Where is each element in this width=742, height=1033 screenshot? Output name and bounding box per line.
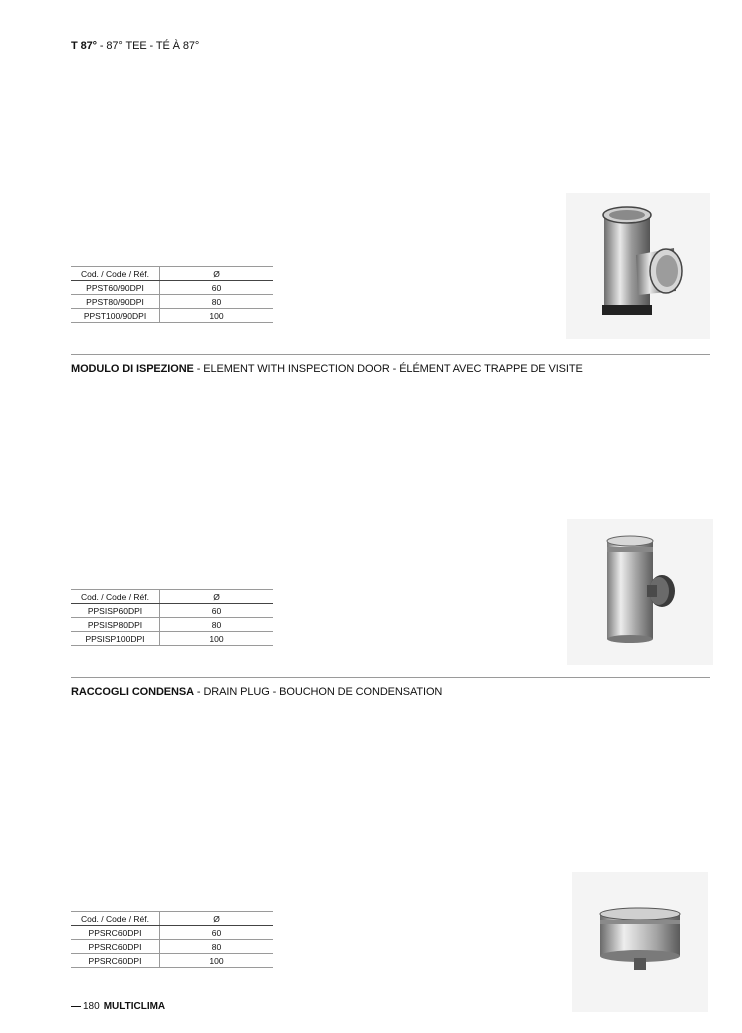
table-row <box>71 954 273 968</box>
page-footer <box>71 1001 165 1012</box>
table-cell-diameter: 100 <box>160 632 274 646</box>
table-cell-diameter: 100 <box>160 954 274 968</box>
section-title-rest: - 87° TEE - TÉ À 87° <box>96 40 200 52</box>
table-cell-code: PPSISP100DPI <box>71 632 160 646</box>
table-header-diameter: Ø <box>160 267 274 281</box>
table-row <box>71 604 273 618</box>
inspection-element-image <box>567 519 713 665</box>
table-row <box>71 632 273 646</box>
table-row <box>71 281 273 295</box>
page-number: 180 <box>83 1001 100 1012</box>
table-header-code: Cod. / Code / Réf. <box>71 267 160 281</box>
table-row <box>71 618 273 632</box>
table-cell-code: PPST100/90DPI <box>71 309 160 323</box>
table-cell-code: PPSRC60DPI <box>71 954 160 968</box>
table-cell-code: PPSRC60DPI <box>71 940 160 954</box>
table-cell-diameter: 100 <box>160 309 274 323</box>
section-title-bold: MODULO DI ISPEZIONE <box>71 363 194 375</box>
table-cell-diameter: 60 <box>160 281 274 295</box>
table-row <box>71 309 273 323</box>
table-header-diameter: Ø <box>160 590 274 604</box>
section-title-rest: - DRAIN PLUG - BOUCHON DE CONDENSATION <box>193 686 443 698</box>
table-header-row <box>71 912 273 926</box>
table-cell-diameter: 80 <box>160 295 274 309</box>
table-row <box>71 926 273 940</box>
table-row <box>71 295 273 309</box>
table-cell-code: PPST60/90DPI <box>71 281 160 295</box>
section-divider <box>71 677 710 678</box>
code-table-tee <box>71 266 273 323</box>
section-title-drain-plug <box>71 686 442 698</box>
footer-brand: MULTICLIMA <box>103 1001 166 1012</box>
table-cell-diameter: 80 <box>160 618 274 632</box>
table-cell-code: PPSRC60DPI <box>71 926 160 940</box>
table-cell-code: PPSISP80DPI <box>71 618 160 632</box>
table-header-diameter: Ø <box>160 912 274 926</box>
section-title-inspection <box>71 363 583 375</box>
drain-plug-image <box>572 872 708 1012</box>
section-divider <box>71 354 710 355</box>
table-header-row <box>71 590 273 604</box>
footer-dash <box>71 1006 81 1007</box>
table-cell-code: PPST80/90DPI <box>71 295 160 309</box>
table-header-code: Cod. / Code / Réf. <box>71 590 160 604</box>
table-cell-code: PPSISP60DPI <box>71 604 160 618</box>
table-header-code: Cod. / Code / Réf. <box>71 912 160 926</box>
code-table-drain-plug <box>71 911 273 968</box>
tee-87-pipe-image <box>566 193 710 339</box>
table-header-row <box>71 267 273 281</box>
section-title-bold: T 87° <box>71 40 97 52</box>
code-table-inspection <box>71 589 273 646</box>
table-row <box>71 940 273 954</box>
section-title-rest: - ELEMENT WITH INSPECTION DOOR - ÉLÉMENT AVEC TRAPPE DE VISITE <box>193 363 583 375</box>
table-cell-diameter: 80 <box>160 940 274 954</box>
section-title-tee <box>71 40 199 52</box>
section-title-bold: RACCOGLI CONDENSA <box>71 686 194 698</box>
table-cell-diameter: 60 <box>160 604 274 618</box>
table-cell-diameter: 60 <box>160 926 274 940</box>
